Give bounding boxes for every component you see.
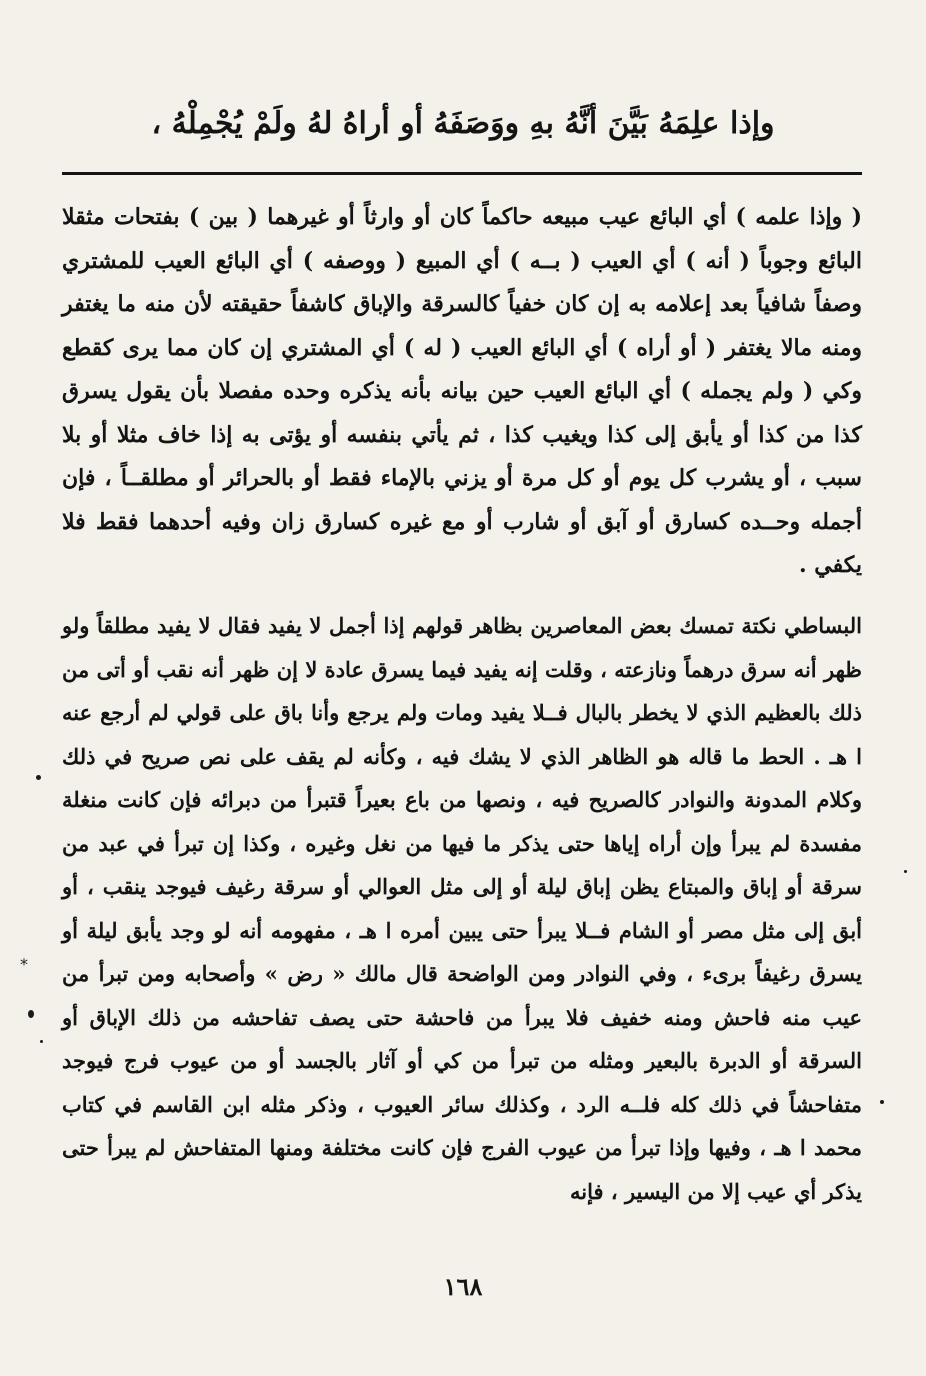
scan-speck <box>880 1100 884 1104</box>
commentary-paragraph: ( وإذا علمه ) أي البائع عيب مبيعه حاكماً كان أو وارثاً أو غيرهما ( بين ) بفتحات مثقلا البائع وجوباً ( أنه ) أي العيب ( بــه ) أي المبيع ( ووصفه ) أي البائع العيب للمشتري وصفاً شافياً بعد إعلامه به إن كان خفياً كالسرقة والإباق كاشفاً حقيقته لأن منه ما يغتفر ومنه مالا يغتفر ( أو أراه ) أي البائع العيب ( له ) أي المشتري إن كان مما يرى كقطع وكي ( ولم يجمله ) أي البائع العيب حين بيانه بأنه يذكره وحده مفصلا بأن يقول يسرق كذا من كذا أو يأبق إلى كذا ويغيب كذا ، ثم يأتي بنفسه أو يؤتى به إذا خاف مثلا أو بلا سبب ، أو يشرب كل يوم أو كل مرة أو يزني بالإماء فقط أو بالحرائر أو مطلقــاً ، فإن أجمله وحــده كسارق أو آبق أو شارب أو مع غيره كسارق زان وفيه أحدهما فقط فلا يكفي . <box>62 204 862 578</box>
page-number: ١٦٨ <box>443 1272 483 1301</box>
commentary-block <box>62 196 862 588</box>
margin-mark: ⁎ <box>20 950 28 969</box>
quotation-paragraph: البساطي نكتة تمسك بعض المعاصرين بظاهر قولهم إذا أجمل لا يفيد فقال لا يفيد مطلقاً ولو ظهر أنه سرق درهماً ونازعته ، وقلت إنه يفيد فيما يسرق عادة لا إن ظهر أنه نقب أو أتى من ذلك بالعظيم الذي لا يخطر بالبال فــلا يفيد ومات ولم يرجع وأنا باق على قولي لم أرجع عنه ا هـ . الحط ما قاله هو الظاهر الذي لا يشك فيه ، وكأنه لم يقف على نص صريح في ذلك وكلام المدونة والنوادر كالصريح فيه ، ونصها من باع بعيراً قتبرأ من دبرائه فإن كانت منغلة مفسدة لم يبرأ وإن أراه إياها حتى يذكر ما فيها من نغل وغيره ، وكذا إن تبرأ في عبد من سرقة أو إباق والمبتاع يظن إباق ليلة أو إلى مثل العوالي أو سرقة رغيف فيوجد ينقب ، أو أبق إلى مثل مصر أو الشام فــلا يبرأ حتى يبين أمره ا هـ ، مفهومه أنه لو وجد يأبق ليلة أو يسرق رغيفاً برىء ، وفي النوادر ومن الواضحة قال مالك « رض » وأصحابه ومن تبرأ من عيب منه فاحش ومنه خفيف فلا يبرأ من فاحشة حتى يصف تفاحشه من ذلك الإباق أو السرقة أو الدبرة بالبعير ومثله من تبرأ من كي أو آثار بالجسد أو من عيوب فرج فيوجد متفاحشاً في ذلك كله فلــه الرد ، وكذلك سائر العيوب ، وذكر مثله ابن القاسم في كتاب محمد ا هـ ، وفيها وإذا تبرأ من عيوب الفرج فإن كانت مختلفة ومنها المتفاحش لم يبرأ حتى يذكر أي عيب إلا من اليسير ، فإنه <box>62 613 862 1204</box>
scan-speck <box>28 1010 34 1018</box>
scan-speck <box>36 775 41 780</box>
scan-speck <box>40 1040 43 1043</box>
scan-speck <box>904 870 907 873</box>
separator-rule <box>62 172 862 175</box>
matn-heading: وإذا علِمَهُ بَيَّنَ أنَّهُ بهِ ووَصَفَهُ أو أراهُ لهُ ولَمْ يُجْمِلْهُ ، <box>151 106 775 141</box>
quotation-block <box>62 604 862 1213</box>
